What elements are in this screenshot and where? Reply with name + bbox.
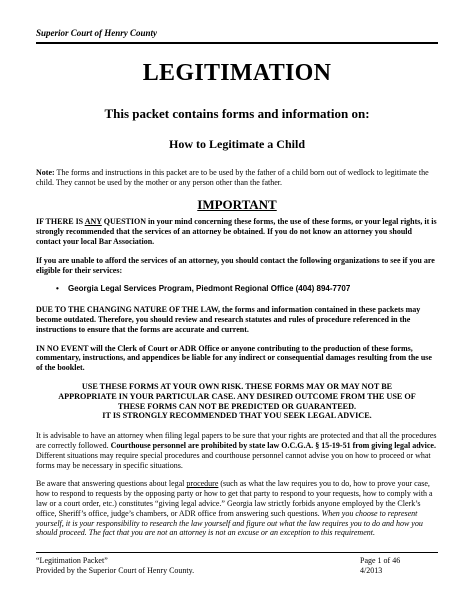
header-divider bbox=[36, 42, 438, 44]
legal-services-list-item bbox=[56, 284, 438, 294]
bullet-icon: • bbox=[56, 284, 59, 294]
legal-procedure-paragraph bbox=[36, 479, 438, 538]
procedure-italic: When you choose to represent yourself, it is your responsibility to research the law yourself and figure out what the law requires you to do and how you should proceed. The fact that you are not an attorney is not an excuse or an exception to this requirement. bbox=[36, 508, 423, 538]
procedure-mid: (such as what the law requires you to do, how to prove your case, how to respond to requests by the opposing party or how to get that party to respond to your requests, how to comply with a law or a court order, etc.) constitutes “giving legal advice.” Georgia law strictly forbids anyone employed by the Clerk’s office, Sheriff’s office, judge’s chambers, or ADR office from answering such questions. bbox=[36, 479, 433, 518]
law-change-paragraph: DUE TO THE CHANGING NATURE OF THE LAW, the forms and information contained in these packets may become outdated. Therefore, you should review and research statutes and rules of procedure referenced in the instructions to ensure that the forms are accurate and current. bbox=[36, 305, 421, 334]
document-body bbox=[36, 168, 438, 547]
attorney-advice-paragraph bbox=[36, 217, 438, 246]
advisable-pre: It is advisable to have an attorney when filing legal papers to be sure that your rights are protected and that all the procedures are correctly followed. bbox=[36, 431, 437, 450]
risk-warning bbox=[36, 382, 438, 421]
attorney-advice-post: QUESTION in your mind concerning these forms, the use of these forms, or your legal rights, it is strongly recommended that the services of an attorney be obtained. If you do not know an attorney you should contact your local Bar Association. bbox=[36, 217, 437, 246]
footer-page-number: Page 1 of 46 bbox=[360, 556, 401, 565]
footer-divider bbox=[36, 552, 438, 553]
packet-subtitle: This packet contains forms and information on: bbox=[104, 106, 370, 121]
footer-date: 4/2013 bbox=[360, 566, 383, 575]
page-footer bbox=[36, 556, 438, 576]
liability-paragraph: IN NO EVENT will the Clerk of Court or ADR Office or anyone contributing to the production of these forms, commentary, instructions, and appendices be liable for any indirect or consequential damages resulting from the use of the booklet. bbox=[36, 343, 432, 373]
footer-packet-name: “Legitimation Packet” bbox=[36, 556, 108, 565]
attorney-advice-pre: IF THERE IS bbox=[36, 217, 85, 227]
footer-row-2 bbox=[36, 566, 438, 576]
procedure-underlined: procedure bbox=[186, 479, 219, 489]
advisable-post: Different situations may require special procedures and courthouse personnel cannot advise you on how to proceed or what forms may be necessary in specific situations. bbox=[36, 450, 431, 470]
note-label: Note: bbox=[36, 168, 55, 177]
advisable-paragraph bbox=[36, 431, 438, 470]
risk-warning-line-1: USE THESE FORMS AT YOUR OWN RISK. THESE FORMS MAY OR MAY NOT BE bbox=[81, 381, 393, 391]
note-paragraph bbox=[36, 168, 438, 188]
legal-services-text: Georgia Legal Services Program, Piedmont Regional Office (404) 894-7707 bbox=[68, 284, 351, 294]
court-header: Superior Court of Henry County bbox=[36, 28, 158, 38]
unable-to-afford-paragraph: If you are unable to afford the services of an attorney, you should contact the following organizations to see if you are eligible for their services: bbox=[36, 255, 435, 275]
risk-warning-line-3: THESE FORMS CAN NOT BE PREDICTED OR GUARANTEED. bbox=[117, 401, 357, 411]
note-text: The forms and instructions in this packet are to be used by the father of a child born out of wedlock to legitimate the child. They cannot be used by the mother or any person other than the father. bbox=[36, 168, 429, 187]
packet-topic: How to Legitimate a Child bbox=[169, 137, 305, 151]
page-title: LEGITIMATION bbox=[142, 60, 332, 86]
attorney-advice-any: ANY bbox=[84, 217, 102, 227]
risk-warning-line-4: IT IS STRONGLY RECOMMENDED THAT YOU SEEK LEGAL ADVICE. bbox=[102, 411, 372, 421]
procedure-pre: Be aware that answering questions about legal bbox=[36, 479, 187, 489]
advisable-bold: Courthouse personnel are prohibited by state law O.C.G.A. § 15-19-51 from giving legal advice. bbox=[110, 440, 436, 450]
footer-provider: Provided by the Superior Court of Henry County. bbox=[36, 566, 195, 575]
footer-row-1 bbox=[36, 556, 438, 566]
important-heading: IMPORTANT bbox=[197, 196, 277, 212]
risk-warning-line-2: APPROPRIATE IN YOUR PARTICULAR CASE. ANY DESIRED OUTCOME FROM THE USE OF bbox=[58, 391, 416, 401]
